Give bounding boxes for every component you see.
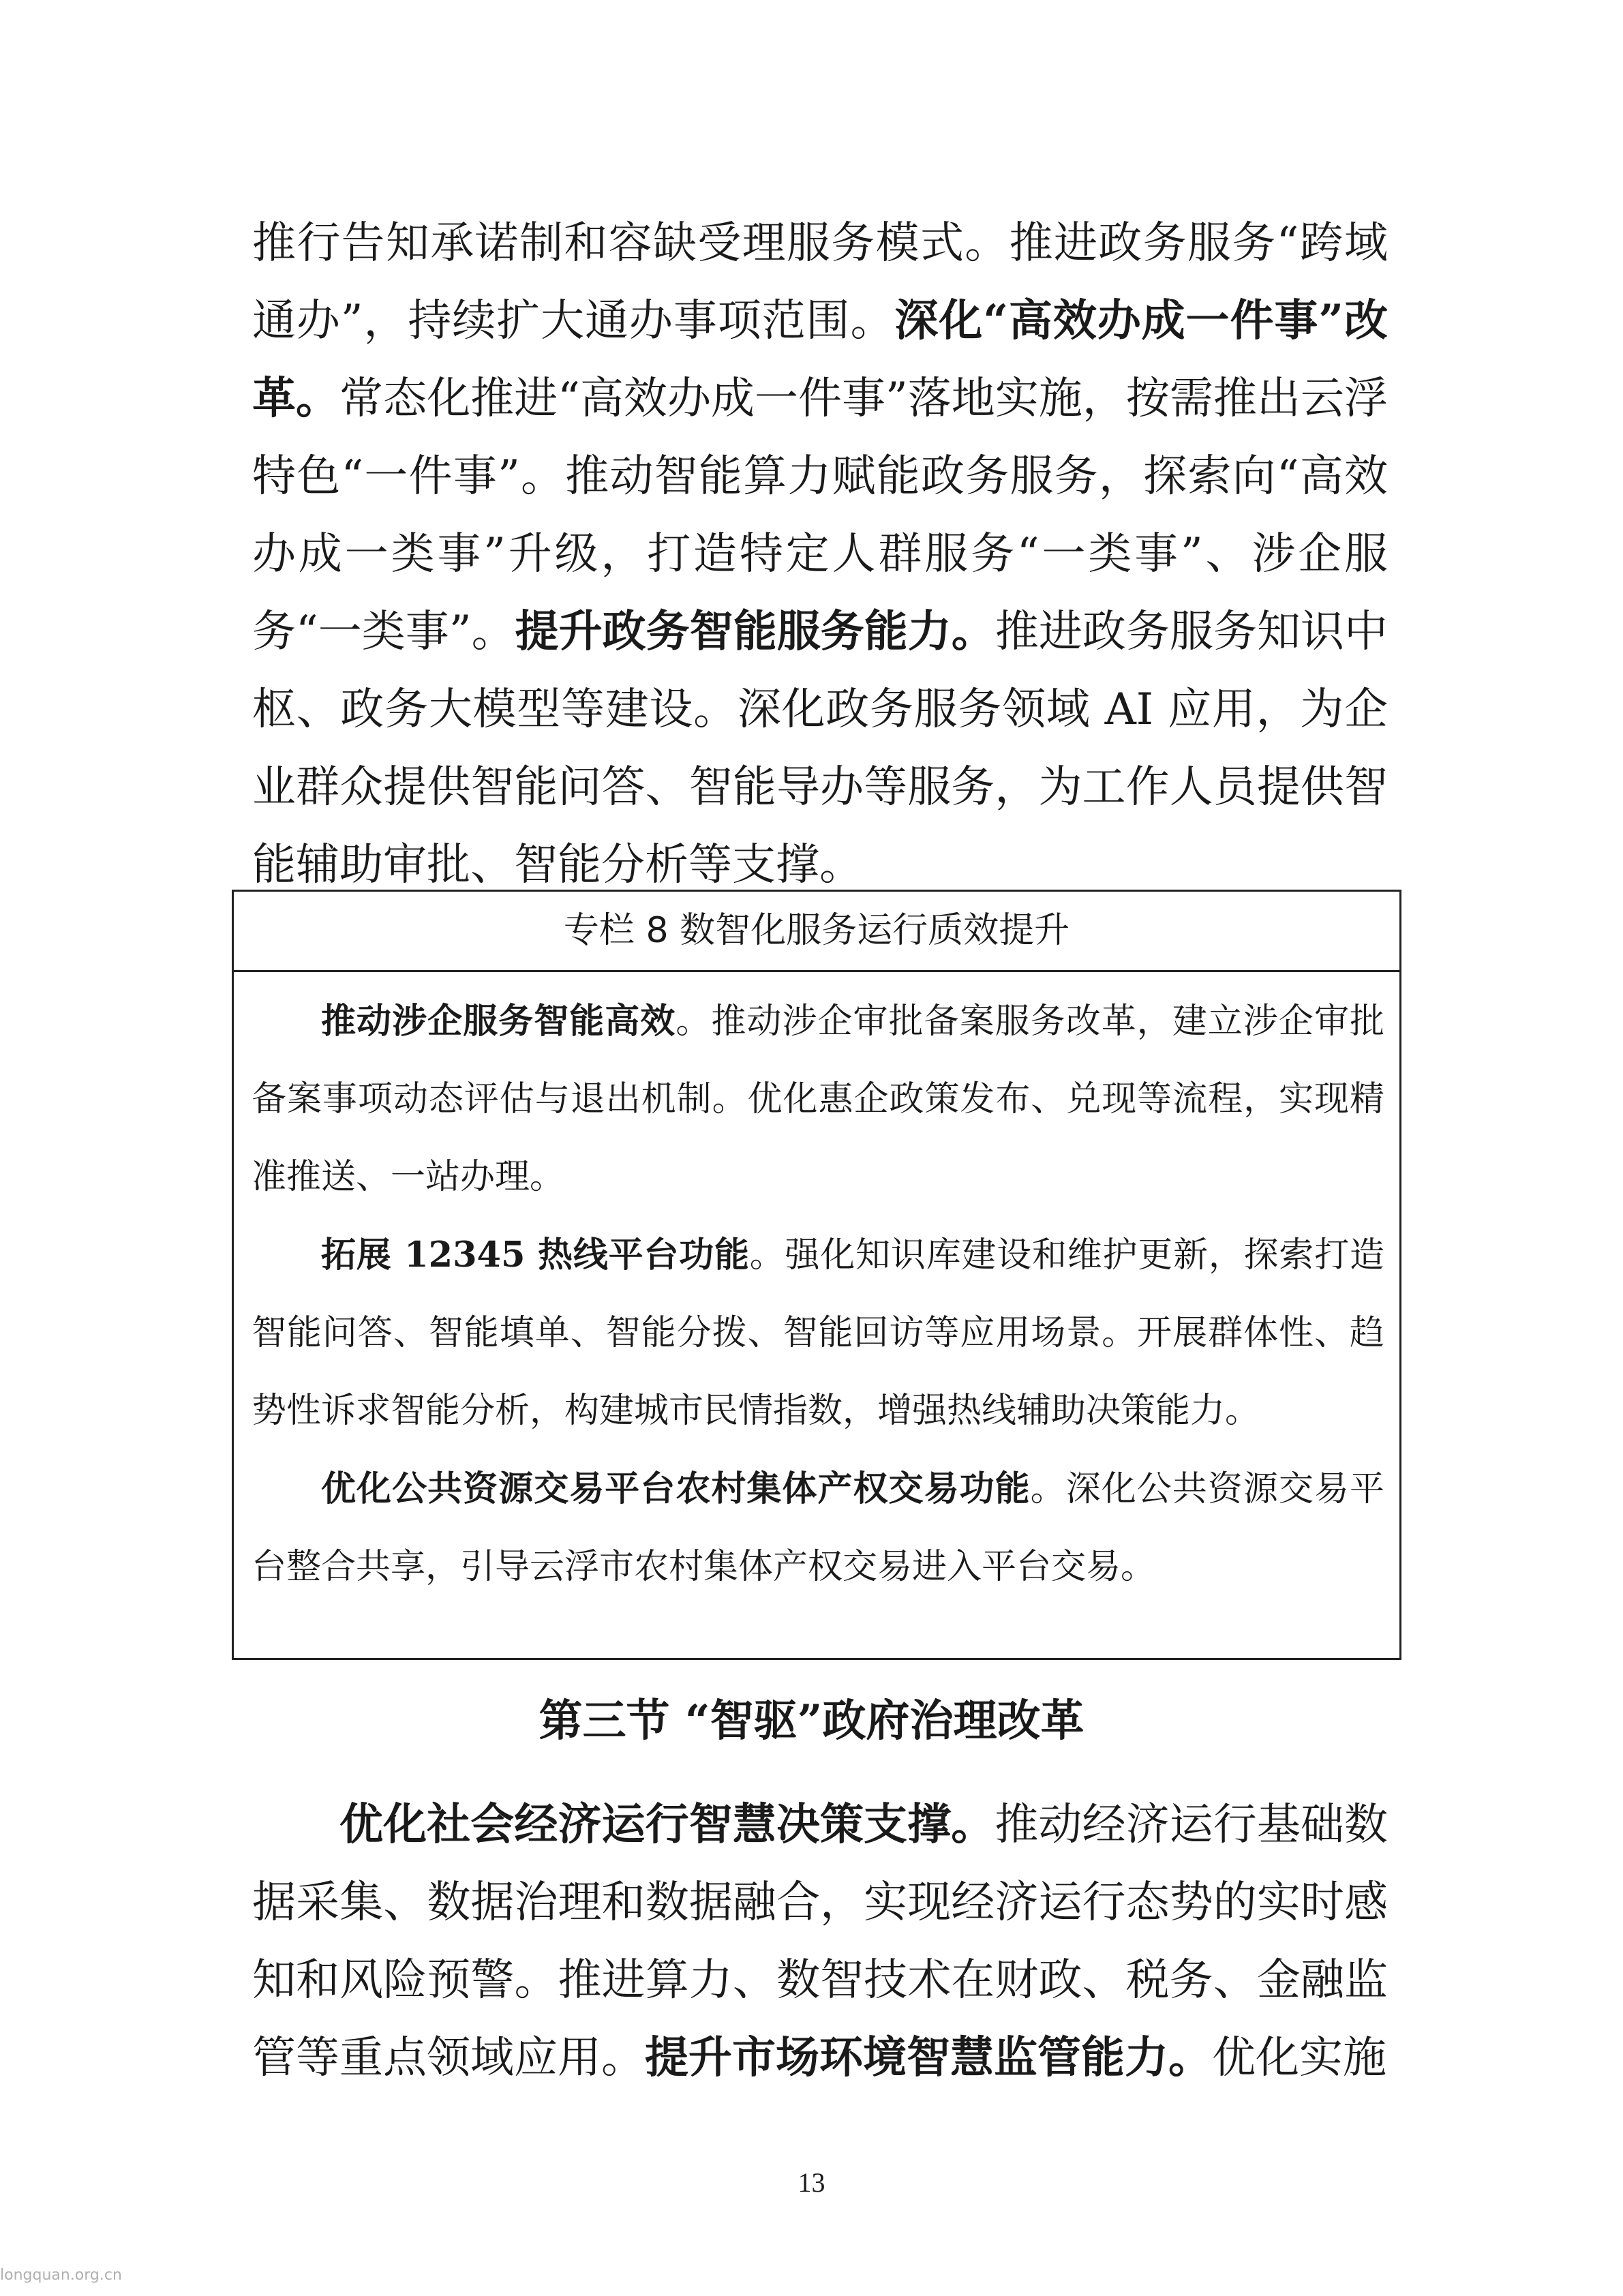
box-title: 专栏 8 数智化服务运行质效提升 (234, 892, 1399, 972)
box-item-text: 。推动涉企审批备案服务改革，建立涉企审批备案事项动态评估与退出机制。优化惠企政策发布、兑现等流程，实现精准推送、一站办理。 (252, 1001, 1384, 1197)
paragraph-text: 常态化推进“高效办成一件事”落地实施，按需推出云浮特色“一件事”。推动智能算力赋能政务服务，探索向“高效办成一类事”升级，打造特定人群服务“一类事”、涉企服务“一类事”。 (252, 374, 1389, 657)
body-paragraph-1 (252, 205, 1388, 904)
section-heading: 第三节 “智驱”政府治理改革 (539, 1695, 1084, 1747)
bold-lead-text: 深化“高效办成一件事”改革。 (252, 295, 1389, 424)
paragraph-text: 推动经济运行基础数据采集、数据治理和数据融合，实现经济运行态势的实时感知和风险预警。推进算力、数智技术在财政、税务、金融监管等重点领域应用。 (252, 1800, 1389, 2083)
watermark: longquan.org.cn (0, 2267, 122, 2284)
paragraph-text: 推行告知承诺制和容缺受理服务模式。推进政务服务“跨域通办”，持续扩大通办事项范围。 (252, 218, 1388, 346)
box-item-lead: 拓展 12345 热线平台功能 (321, 1235, 750, 1275)
paragraph-text: 推进政务服务知识中枢、政务大模型等建设。深化政务服务领域 AI 应用，为企业群众提供智能问答、智能导办等服务，为工作人员提供智能辅助审批、智能分析等支撑。 (252, 607, 1389, 890)
bold-lead-text: 提升政务智能服务能力。 (515, 606, 995, 657)
box-item-lead: 优化公共资源交易平台农村集体产权交易功能 (321, 1468, 1031, 1509)
box-item (252, 1216, 1384, 1450)
special-column-box (232, 890, 1401, 1660)
box-item-lead: 推动涉企服务智能高效 (321, 1001, 676, 1042)
bold-lead-text: 提升市场环境智慧监管能力。 (645, 2032, 1212, 2083)
body-paragraph-2 (252, 1786, 1388, 2097)
box-item (252, 1450, 1384, 1606)
box-item-text: 。强化知识库建设和维护更新，探索打造智能问答、智能填单、智能分拨、智能回访等应用场景。开展群体性、趋势性诉求智能分析，构建城市民情指数，增强热线辅助决策能力。 (252, 1235, 1384, 1431)
bold-lead-text: 优化社会经济运行智慧决策支撑。 (339, 1799, 995, 1850)
box-item (252, 982, 1384, 1216)
paragraph-text: 优化实施 (1212, 2033, 1386, 2083)
page-number: 13 (798, 2167, 825, 2198)
box-item-text: 。深化公共资源交易平台整合共享，引导云浮市农村集体产权交易进入平台交易。 (252, 1469, 1384, 1587)
box-body (234, 972, 1399, 1606)
